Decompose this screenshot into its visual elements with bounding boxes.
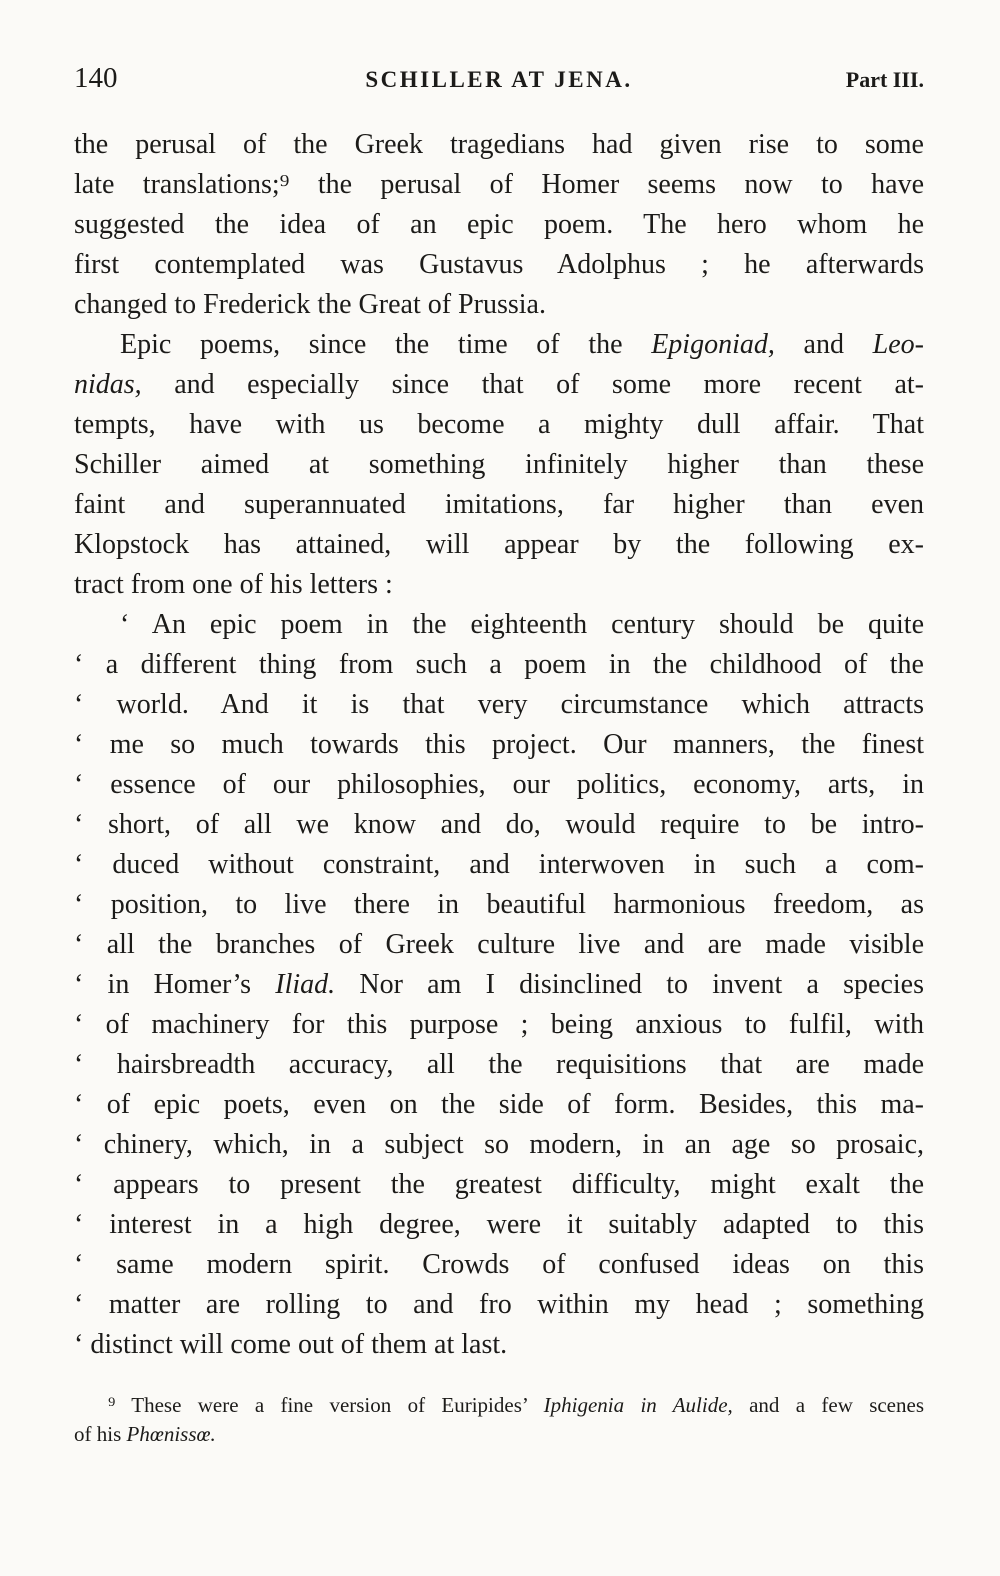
text-line: ‘ essence of our philosophies, our politics, economy, arts, in (74, 769, 924, 800)
text-line: ‘ short, of all we know and do, would require to be intro- (74, 809, 924, 840)
text-line: ‘ a different thing from such a poem in the childhood of the (74, 649, 924, 680)
footnote (74, 1391, 924, 1449)
page-number: 140 (74, 62, 118, 94)
text-line: ‘ of machinery for this purpose ; being anxious to fulfil, with (74, 1009, 924, 1040)
text-line: nidas, and especially since that of some more recent at- (74, 369, 924, 400)
text-line: ‘ in Homer’s Iliad. Nor am I disinclined to invent a species (74, 969, 924, 1000)
text-line: ‘ duced without constraint, and interwoven in such a com- (74, 849, 924, 880)
part-label: Part III. (845, 67, 924, 92)
text-line: first contemplated was Gustavus Adolphus ; he afterwards (74, 249, 924, 280)
paragraph (74, 325, 924, 605)
text-line: ‘ world. And it is that very circumstance which attracts (74, 689, 924, 720)
footnote-line: ⁹ These were a fine version of Euripides’ Iphigenia in Aulide, and a few scenes (108, 1393, 924, 1417)
text-line: changed to Frederick the Great of Prussia. (74, 289, 546, 320)
body-text (74, 125, 924, 1365)
text-line: Schiller aimed at something infinitely higher than these (74, 449, 924, 480)
text-line: ‘ all the branches of Greek culture live and are made visible (74, 929, 924, 960)
text-line: ‘ of epic poets, even on the side of form. Besides, this ma- (74, 1089, 924, 1120)
text-line: tempts, have with us become a mighty dull affair. That (74, 409, 924, 440)
text-line: late translations;⁹ the perusal of Homer seems now to have (74, 169, 924, 200)
text-line: ‘ position, to live there in beautiful harmonious freedom, as (74, 889, 924, 920)
text-line: ‘ chinery, which, in a subject so modern, in an age so prosaic, (74, 1129, 924, 1160)
page-header (74, 62, 924, 95)
running-title: SCHILLER AT JENA. (365, 67, 633, 92)
text-line: ‘ matter are rolling to and fro within my head ; something (74, 1289, 924, 1320)
text-line: tract from one of his letters : (74, 569, 393, 600)
text-line: ‘ appears to present the greatest difficulty, might exalt the (74, 1169, 924, 1200)
text-line: ‘ same modern spirit. Crowds of confused ideas on this (74, 1249, 924, 1280)
text-line: ‘ distinct will come out of them at last. (74, 1329, 508, 1360)
text-line: ‘ An epic poem in the eighteenth century should be quite (120, 609, 924, 640)
text-line: ‘ me so much towards this project. Our manners, the finest (74, 729, 924, 760)
footnote-line: of his Phœnissœ. (74, 1422, 216, 1446)
text-line: Epic poems, since the time of the Epigoniad, and Leo- (120, 329, 924, 360)
paragraph (74, 605, 924, 1365)
paragraph (74, 125, 924, 325)
text-line: the perusal of the Greek tragedians had given rise to some (74, 129, 924, 160)
text-line: ‘ interest in a high degree, were it suitably adapted to this (74, 1209, 924, 1240)
text-line: suggested the idea of an epic poem. The hero whom he (74, 209, 924, 240)
text-line: ‘ hairsbreadth accuracy, all the requisitions that are made (74, 1049, 924, 1080)
text-line: Klopstock has attained, will appear by the following ex- (74, 529, 924, 560)
text-line: faint and superannuated imitations, far higher than even (74, 489, 924, 520)
